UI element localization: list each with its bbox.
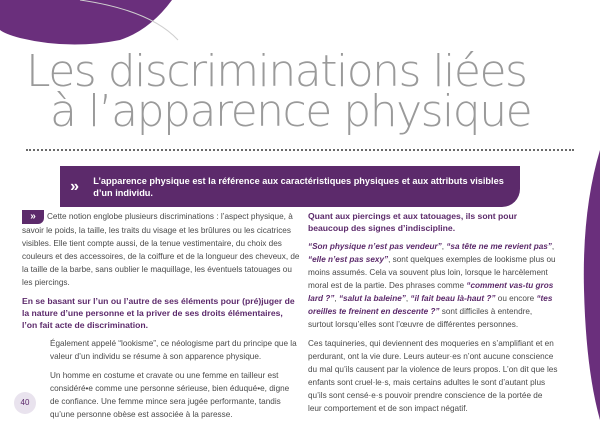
quote-4: “comment vas-tu gros lard ?” bbox=[308, 281, 554, 303]
decorative-top-shape bbox=[0, 0, 180, 48]
double-chevron-icon: » bbox=[22, 210, 44, 224]
separator: , bbox=[551, 242, 555, 251]
quote-6: “il fait beau là-haut ?” bbox=[410, 294, 496, 303]
quote-2: “sa tête ne me revient pas” bbox=[446, 242, 552, 251]
body-text: ou encore bbox=[495, 294, 537, 303]
taquineries-paragraph: Ces taquineries, qui deviennent des moqueries en s’amplifiant et en perdurant, ont la vie dure. Leurs auteur·es n’ont aucune conscience du mal qu’ils causent par la violence de leurs propos. L’on dit que les enfants sont cruel·le·s, mais certains adultes le sont d’autant plus qu’ils sont censé·e·s pouvoir prendre conscience de la portée de leur comportement et de son impact négatif. bbox=[308, 339, 558, 413]
intro-paragraph bbox=[22, 210, 300, 289]
title-line-2: à l’apparence physique bbox=[50, 86, 532, 137]
title-line-1: Les discriminations liées bbox=[26, 46, 527, 97]
decorative-right-shape bbox=[572, 150, 600, 420]
highlight-statement: En se basant sur l’un ou l’autre de ses éléments pour (pré)juger de la nature d’une personne et la priver de ses droits élémentaires, l’on fait acte de discrimination. bbox=[22, 296, 295, 330]
left-column bbox=[22, 210, 300, 427]
definition-banner bbox=[60, 166, 520, 207]
quote-1: “Son physique n’est pas vendeur” bbox=[308, 242, 442, 251]
separator: , bbox=[334, 294, 339, 303]
separator: , bbox=[441, 242, 447, 251]
right-column bbox=[308, 210, 558, 421]
double-chevron-icon: » bbox=[70, 177, 80, 195]
piercings-highlight: Quant aux piercings et aux tatouages, ils sont pour beaucoup des signes d’indiscipline. bbox=[308, 211, 518, 233]
quote-3: “elle n’est pas sexy” bbox=[308, 255, 389, 264]
lookisme-paragraph: Également appelé “lookisme”, ce néologisme part du principe que la valeur d’un individu se résume à son apparence physique. bbox=[50, 339, 297, 361]
body-text: sont difficiles à entendre, surtout lorsqu’elles sont l’œuvre de différentes personnes. bbox=[308, 307, 533, 329]
quote-7: “tes oreilles te freinent en descente ?” bbox=[308, 294, 553, 316]
examples-paragraph: Un homme en costume et cravate ou une femme en tailleur est considéré•e comme une personne sérieuse, bien éduqué•e, digne de confiance. Une femme mince sera jugée performante, tandis qu’une personne obèse est associée à la paresse. bbox=[50, 371, 290, 419]
banner-text: L’apparence physique est la référence aux caractéristiques physiques et aux attributs visibles d’un individu. bbox=[93, 175, 504, 198]
quotes-paragraph bbox=[308, 240, 558, 331]
separator: , bbox=[405, 294, 411, 303]
page-title bbox=[26, 46, 532, 137]
body-text: , sont quelques exemples de lookisme plus ou moins assumés. Cela va souvent plus loin, lorsque le harcèlement moral est de la partie. Des phrases comme bbox=[308, 255, 556, 290]
quote-5: “salut la baleine” bbox=[338, 294, 406, 303]
dotted-divider bbox=[26, 149, 574, 151]
page-number: 40 bbox=[14, 392, 36, 414]
intro-text: Cette notion englobe plusieurs discriminations : l’aspect physique, à savoir le poids, la taille, les traits du visage et les brûlures ou les cicatrices visibles. Elle tient compte aussi, de la tenue vestimentaire, du choix des couleurs et des accessoires, de la coiffure et de la longueur des cheveux, de la taille de la barbe, sans oublier le maquillage, les éventuels tatouages ou les piercings. bbox=[22, 212, 300, 287]
